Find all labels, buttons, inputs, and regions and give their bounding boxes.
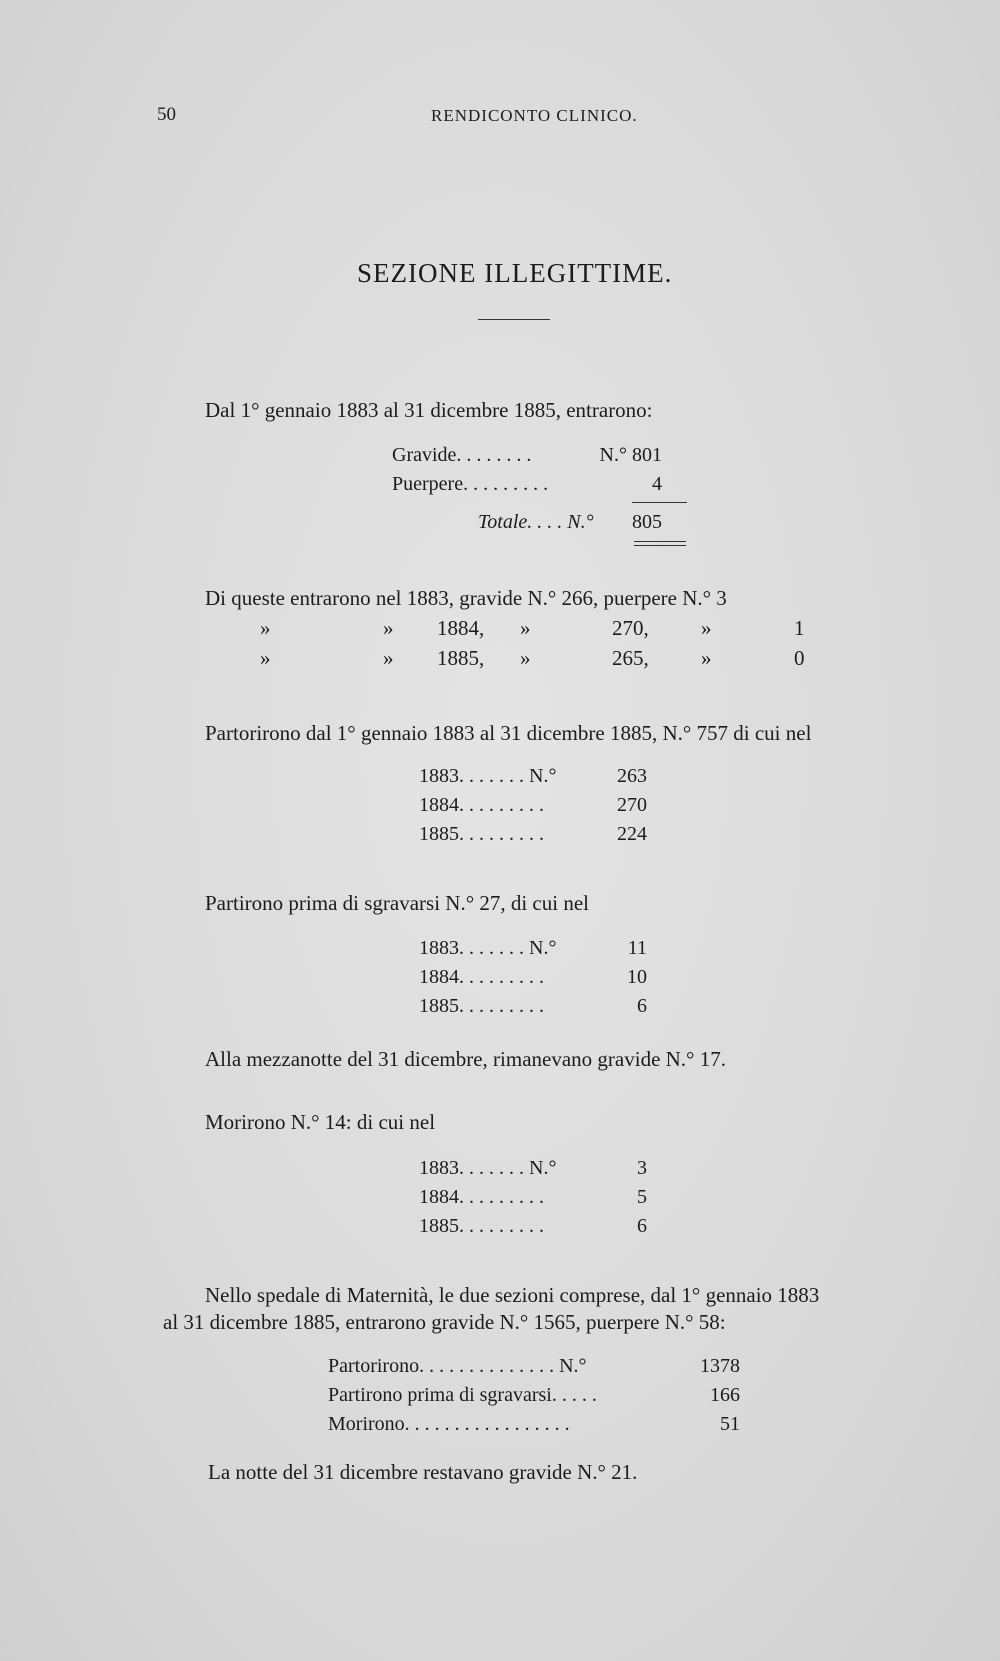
count-value: 224 [617, 823, 647, 845]
year-label: 1884. . . . . . . . . [419, 966, 544, 988]
year-label: 1883. . . . . . . N.° [419, 937, 557, 959]
double-rule-top [634, 541, 686, 542]
summary-line-1: Nello spedale di Maternità, le due sezioni comprese, dal 1° gennaio 1883 [205, 1283, 820, 1307]
summary-line-2: al 31 dicembre 1885, entrarono gravide N.° 1565, puerpere N.° 58: [163, 1310, 726, 1334]
admission-label: Puerpere. . . . . . . . . [392, 473, 549, 495]
year-label: 1884. . . . . . . . . [419, 1186, 544, 1208]
deaths-intro: Morirono N.° 14: di cui nel [205, 1110, 436, 1134]
summary-value: 1378 [700, 1355, 740, 1377]
section-title: SEZIONE ILLEGITTIME. [357, 258, 673, 288]
count-value: 11 [627, 937, 647, 959]
page-number: 50 [157, 104, 176, 125]
left-intro: Partirono prima di sgravarsi N.° 27, di cui nel [205, 891, 589, 915]
year-cell: 1885, [437, 646, 485, 670]
intro-paragraph: Dal 1° gennaio 1883 al 31 dicembre 1885, entrarono: [205, 398, 653, 422]
title-rule [478, 319, 550, 320]
yearly-row [0, 646, 1000, 672]
ditto-mark: » [701, 646, 712, 670]
gravide-cell: 265, [612, 646, 649, 670]
ditto-mark: » [701, 616, 712, 640]
count-value: 10 [627, 966, 647, 988]
year-label: 1885. . . . . . . . . [419, 1215, 544, 1237]
count-value: 6 [637, 995, 647, 1017]
running-title: RENDICONTO CLINICO. [431, 106, 638, 125]
year-label: 1884. . . . . . . . . [419, 794, 544, 816]
count-value: 270 [617, 794, 647, 816]
puerpere-cell: 1 [794, 616, 805, 640]
closing-paragraph: La notte del 31 dicembre restavano gravide N.° 21. [208, 1460, 638, 1484]
admission-value: N.° 801 [599, 444, 662, 466]
ditto-mark: » [383, 646, 394, 670]
summary-label: Morirono. . . . . . . . . . . . . . . . . [328, 1413, 570, 1435]
count-value: 3 [637, 1157, 647, 1179]
total-label: Totale. . . . N.° [478, 511, 594, 533]
year-cell: 1884, [437, 616, 485, 640]
count-value: 263 [617, 765, 647, 787]
ditto-mark: » [383, 616, 394, 640]
count-value: 5 [637, 1186, 647, 1208]
summary-value: 51 [720, 1413, 740, 1435]
ditto-mark: » [520, 646, 531, 670]
year-label: 1885. . . . . . . . . [419, 995, 544, 1017]
total-value: 805 [632, 511, 662, 533]
sum-rule [632, 502, 687, 503]
admission-label: Gravide. . . . . . . . [392, 444, 532, 466]
midnight-paragraph: Alla mezzanotte del 31 dicembre, rimanevano gravide N.° 17. [205, 1047, 726, 1071]
summary-label: Partirono prima di sgravarsi. . . . . [328, 1384, 597, 1406]
summary-value: 166 [710, 1384, 740, 1406]
yearly-row [0, 616, 1000, 642]
summary-label: Partorirono. . . . . . . . . . . . . . N.° [328, 1355, 587, 1377]
year-label: 1883. . . . . . . N.° [419, 765, 557, 787]
ditto-mark: » [520, 616, 531, 640]
ditto-mark: » [260, 616, 271, 640]
puerpere-cell: 0 [794, 646, 805, 670]
births-intro: Partorirono dal 1° gennaio 1883 al 31 dicembre 1885, N.° 757 di cui nel [205, 721, 812, 745]
admission-value: 4 [652, 473, 662, 495]
year-label: 1883. . . . . . . N.° [419, 1157, 557, 1179]
double-rule-bottom [634, 545, 686, 546]
gravide-cell: 270, [612, 616, 649, 640]
year-label: 1885. . . . . . . . . [419, 823, 544, 845]
ditto-mark: » [260, 646, 271, 670]
yearly-intro: Di queste entrarono nel 1883, gravide N.° 266, puerpere N.° 3 [205, 586, 727, 610]
count-value: 6 [637, 1215, 647, 1237]
